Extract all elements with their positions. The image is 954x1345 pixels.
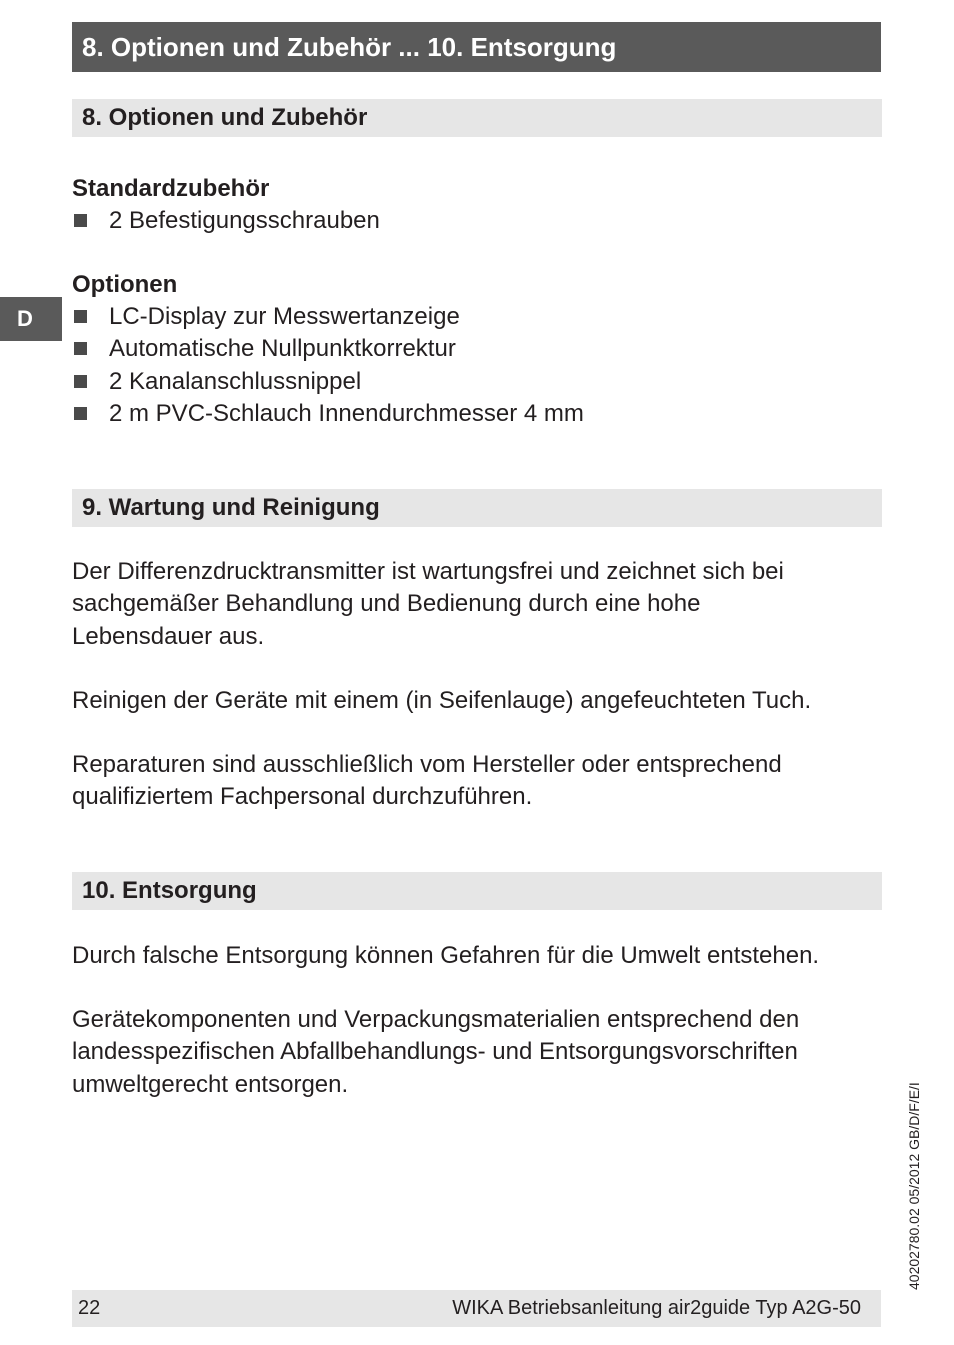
language-tab: D: [0, 297, 62, 341]
page-number: 22: [78, 1297, 101, 1319]
bullet-square-icon: [74, 342, 87, 355]
list-item-text: LC-Display zur Messwertanzeige: [109, 303, 460, 330]
list-item-text: 2 m PVC-Schlauch Innendurchmesser 4 mm: [109, 399, 584, 427]
bullet-square-icon: [74, 214, 87, 227]
options-heading: Optionen: [72, 271, 178, 298]
page-header-title: 8. Optionen und Zubehör ... 10. Entsorgung: [72, 22, 881, 72]
list-item: [72, 366, 584, 398]
bullet-square-icon: [74, 310, 87, 323]
maintenance-paragraph: Der Differenzdrucktransmitter ist wartungsfrei und zeichnet sich bei sachgemäßer Behandlung und Bedienung durch eine hohe Lebensdauer aus.: [72, 558, 784, 650]
document-code: 40202780.02 05/2012 GB/D/F/E/I: [906, 1082, 922, 1290]
list-item-text: 2 Befestigungsschrauben: [109, 207, 380, 234]
list-item: [72, 398, 584, 430]
options-list: [72, 301, 584, 430]
cleaning-paragraph: Reinigen der Geräte mit einem (in Seifenlauge) angefeuchteten Tuch.: [72, 687, 812, 714]
repairs-paragraph: Reparaturen sind ausschließlich vom Hersteller oder entsprechend qualifiziertem Fachpersonal durchzuführen.: [72, 751, 782, 811]
section-heading-options: 8. Optionen und Zubehör: [72, 99, 882, 137]
list-item: [72, 333, 584, 365]
bullet-square-icon: [74, 407, 87, 420]
standard-accessories-heading: Standardzubehör: [72, 175, 270, 202]
list-item-text: Automatische Nullpunktkorrektur: [109, 335, 456, 363]
disposal-instructions-paragraph: Gerätekomponenten und Verpackungsmaterialien entsprechend den landesspezifischen Abfallbehandlungs- und Entsorgungsvorschriften umweltgerecht entsorgen.: [72, 1006, 800, 1098]
section-heading-maintenance: 9. Wartung und Reinigung: [72, 489, 882, 527]
standard-accessories-list: [72, 205, 380, 237]
list-item-text: 2 Kanalanschlussnippel: [109, 367, 362, 395]
section-heading-disposal: 10. Entsorgung: [72, 872, 882, 910]
list-item: [72, 301, 584, 333]
bullet-square-icon: [74, 375, 87, 388]
disposal-warning-paragraph: Durch falsche Entsorgung können Gefahren für die Umwelt entstehen.: [72, 942, 820, 969]
footer: [72, 1290, 881, 1327]
footer-document-title: WIKA Betriebsanleitung air2guide Typ A2G-50: [452, 1297, 861, 1319]
list-item: [72, 205, 380, 237]
